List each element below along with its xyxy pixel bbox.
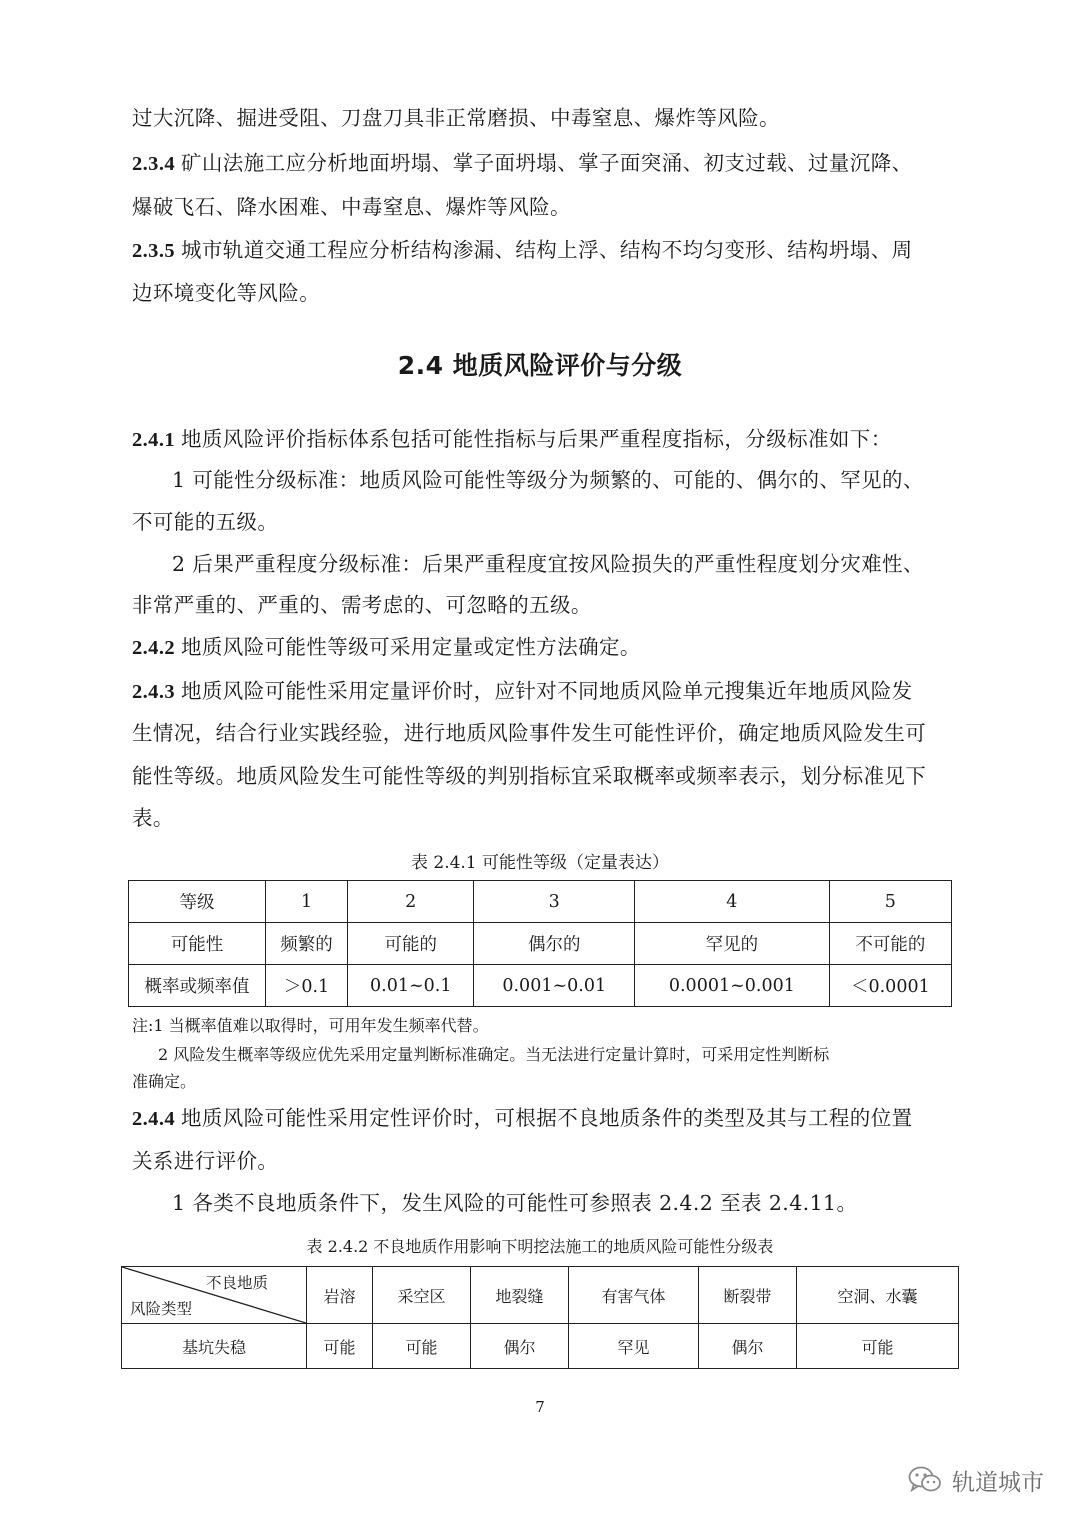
table-cell: ＞0.1 [266, 965, 348, 1007]
clause-2-3-4: 2.3.4 矿山法施工应分析地面坍塌、掌子面坍塌、掌子面突涌、初支过载、过量沉降、 [132, 151, 913, 175]
table-row [129, 965, 952, 1007]
table-cell: 偶尔 [698, 1324, 796, 1369]
table-cell: 概率或频率值 [129, 965, 266, 1007]
table-header-cell: 有害气体 [569, 1267, 699, 1324]
table-row [129, 923, 952, 965]
clause-number: 2.4.2 [132, 637, 175, 659]
table-cell: 偶尔的 [474, 923, 635, 965]
table-cell: 频繁的 [266, 923, 348, 965]
paragraph-line: 生情况，结合行业实践经验，进行地质风险事件发生可能性评价，确定地质风险发生可 [132, 721, 927, 745]
table-cell: 可能性 [129, 923, 266, 965]
table-cell: 2 [348, 881, 474, 923]
paragraph-line: 1 各类不良地质条件下，发生风险的可能性可参照表 2.4.2 至表 2.4.11。 [172, 1191, 858, 1215]
table-cell: 4 [635, 881, 830, 923]
clause-number: 2.4.3 [132, 681, 175, 703]
table-cell: 基坑失稳 [122, 1324, 307, 1369]
paragraph-line: 非常严重的、严重的、需考虑的、可忽略的五级。 [132, 593, 592, 617]
table-cell: 0.0001~0.001 [635, 965, 830, 1007]
possibility-level-table [128, 880, 952, 1007]
table-cell: 可能 [796, 1324, 958, 1369]
geological-risk-table [121, 1266, 959, 1369]
table-cell: 罕见 [569, 1324, 699, 1369]
clause-2-3-5: 2.3.5 城市轨道交通工程应分析结构渗漏、结构上浮、结构不均匀变形、结构坍塌、周 [132, 238, 913, 262]
corner-label-top: 不良地质 [205, 1274, 268, 1292]
paragraph-line: 能性等级。地质风险发生可能性等级的判别指标宜采取概率或频率表示，划分标准见下 [132, 764, 927, 788]
paragraph-line: 表。 [132, 806, 174, 830]
clause-number: 2.4.1 [132, 429, 175, 451]
paragraph-line: 爆破飞石、降水困难、中毒窒息、爆炸等风险。 [132, 195, 571, 219]
table-header-cell: 采空区 [373, 1267, 471, 1324]
table-cell: 0.001~0.01 [474, 965, 635, 1007]
table-header-cell: 空洞、水囊 [796, 1267, 958, 1324]
paragraph-line: 不可能的五级。 [132, 510, 279, 534]
table-row [122, 1324, 959, 1369]
corner-label-bottom: 风险类型 [130, 1300, 193, 1318]
table-cell: 1 [266, 881, 348, 923]
paragraph-line: 过大沉降、掘进受阻、刀盘刀具非正常磨损、中毒窒息、爆炸等风险。 [132, 106, 780, 130]
clause-number: 2.3.4 [132, 153, 175, 175]
table-header-cell: 岩溶 [307, 1267, 373, 1324]
watermark [908, 1460, 1044, 1500]
table-cell: 可能 [373, 1324, 471, 1369]
paragraph-line: 边环境变化等风险。 [132, 281, 321, 305]
page-number: 7 [535, 1398, 545, 1416]
table-cell: ＜0.0001 [829, 965, 951, 1007]
paragraph-line: 关系进行评价。 [132, 1149, 279, 1173]
table-header-cell: 断裂带 [698, 1267, 796, 1324]
table-cell: 偶尔 [471, 1324, 569, 1369]
clause-2-4-3: 2.4.3 地质风险可能性采用定量评价时，应针对不同地质风险单元搜集近年地质风险发 [132, 679, 913, 703]
table-caption: 表 2.4.2 不良地质作用影响下明挖法施工的地质风险可能性分级表 [306, 1237, 774, 1256]
table-row [129, 881, 952, 923]
section-title: 2.4 地质风险评价与分级 [397, 351, 683, 380]
table-note: 注:1 当概率值难以取得时，可用年发生频率代替。 [132, 1016, 489, 1035]
table-cell: 5 [829, 881, 951, 923]
table-cell: 罕见的 [635, 923, 830, 965]
paragraph-line: 1 可能性分级标准：地质风险可能性等级分为频繁的、可能的、偶尔的、罕见的、 [172, 468, 924, 492]
clause-2-4-1: 2.4.1 地质风险评价指标体系包括可能性指标与后果严重程度指标，分级标准如下： [132, 427, 892, 451]
table-caption: 表 2.4.1 可能性等级（定量表达） [410, 853, 670, 873]
table-cell: 3 [474, 881, 635, 923]
table-cell: 可能的 [348, 923, 474, 965]
table-cell: 等级 [129, 881, 266, 923]
paragraph-line: 2 后果严重程度分级标准：后果严重程度宜按风险损失的严重性程度划分灾难性、 [172, 552, 924, 576]
clause-number: 2.4.4 [132, 1108, 175, 1130]
table-header-cell: 地裂缝 [471, 1267, 569, 1324]
table-cell: 不可能的 [829, 923, 951, 965]
watermark-text: 轨道城市 [952, 1469, 1044, 1496]
wechat-icon [908, 1465, 942, 1495]
clause-number: 2.3.5 [132, 240, 175, 262]
table-cell: 0.01~0.1 [348, 965, 474, 1007]
diagonal-header-cell [122, 1267, 307, 1324]
clause-2-4-2: 2.4.2 地质风险可能性等级可采用定量或定性方法确定。 [132, 635, 641, 659]
clause-2-4-4: 2.4.4 地质风险可能性采用定性评价时，可根据不良地质条件的类型及其与工程的位置 [132, 1106, 913, 1130]
table-cell: 可能 [307, 1324, 373, 1369]
table-note: 2 风险发生概率等级应优先采用定量判断标准确定。当无法进行定量计算时，可采用定性判断标 [158, 1045, 830, 1064]
table-note: 准确定。 [132, 1072, 197, 1091]
table-header-row [122, 1267, 959, 1324]
